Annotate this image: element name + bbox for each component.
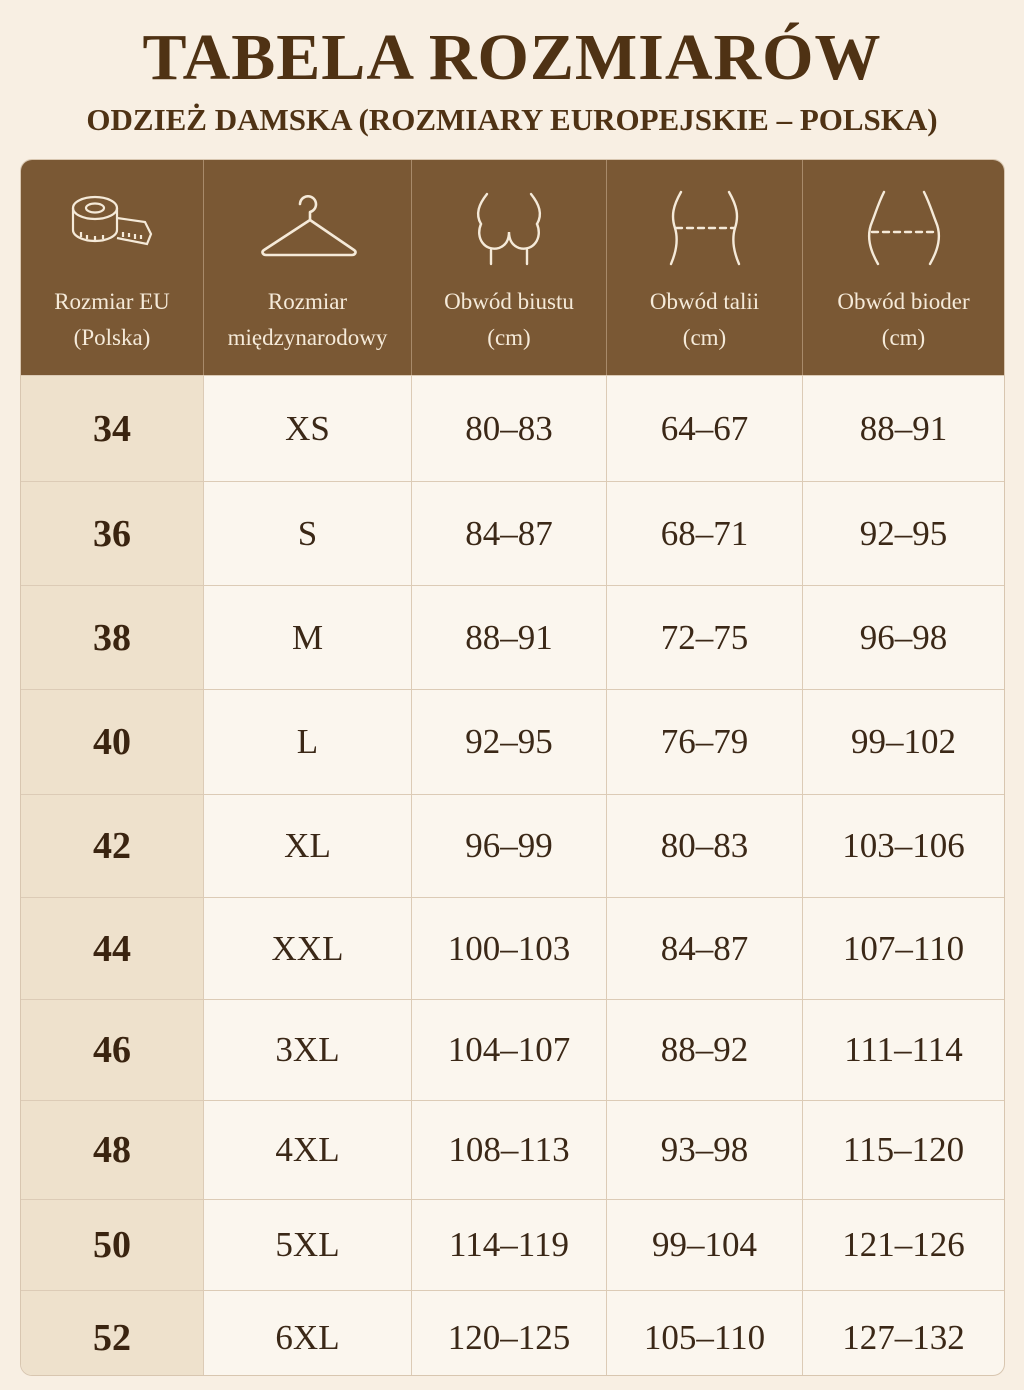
waist-cell: 105–110 <box>607 1291 803 1376</box>
table-row <box>21 794 1004 897</box>
intl-size-cell: XL <box>204 795 412 897</box>
table-row <box>21 999 1004 1100</box>
header-bust <box>412 160 607 375</box>
hips-cell: 121–126 <box>842 1225 965 1264</box>
table-row <box>21 897 1004 999</box>
intl-size-cell: 6XL <box>204 1291 412 1376</box>
intl-size-cell: 5XL <box>204 1200 412 1290</box>
table-row <box>21 1290 1004 1376</box>
eu-size-cell: 38 <box>21 586 204 689</box>
waist-cell: 93–98 <box>607 1101 803 1199</box>
bust-cell: 114–119 <box>412 1200 607 1290</box>
bust-cell: 104–107 <box>412 1000 607 1100</box>
intl-size-cell: XXL <box>204 898 412 999</box>
intl-size-cell: S <box>204 482 412 585</box>
hips-cell: 103–106 <box>842 826 965 865</box>
eu-size-cell: 36 <box>21 482 204 585</box>
header-label: Rozmiar międzynarodowy <box>227 289 388 350</box>
hips-cell: 127–132 <box>842 1318 965 1357</box>
hips-cell: 115–120 <box>842 1130 965 1169</box>
header-label: Rozmiar EU (Polska) <box>54 289 170 350</box>
hips-cell: 88–91 <box>859 408 948 448</box>
table-row <box>21 689 1004 794</box>
intl-size-cell: 3XL <box>204 1000 412 1100</box>
bust-icon <box>412 188 606 268</box>
hips-cell: 111–114 <box>844 1030 963 1069</box>
waist-cell: 76–79 <box>607 690 803 794</box>
eu-size-cell: 42 <box>21 795 204 897</box>
hips-cell: 99–102 <box>851 722 956 761</box>
header-intl-size <box>204 160 412 375</box>
table-body <box>21 375 1004 1376</box>
bust-cell: 108–113 <box>412 1101 607 1199</box>
waist-icon <box>607 188 802 268</box>
intl-size-cell: M <box>204 586 412 689</box>
waist-cell: 88–92 <box>607 1000 803 1100</box>
hips-cell: 92–95 <box>859 513 948 553</box>
header-hips <box>803 160 1004 375</box>
bust-cell: 92–95 <box>412 690 607 794</box>
bust-cell: 84–87 <box>412 482 607 585</box>
size-table <box>20 159 1005 1376</box>
eu-size-cell: 40 <box>21 690 204 794</box>
page-title: TABELA ROZMIARÓW <box>142 21 882 94</box>
header-label: Obwód talii (cm) <box>649 289 760 350</box>
header-label: Obwód bioder (cm) <box>837 289 970 350</box>
bust-cell: 96–99 <box>412 795 607 897</box>
hips-cell: 107–110 <box>842 928 965 968</box>
table-row <box>21 1100 1004 1199</box>
waist-cell: 64–67 <box>607 376 803 481</box>
header-label: Obwód biustu (cm) <box>444 289 574 350</box>
intl-size-cell: 4XL <box>204 1101 412 1199</box>
hanger-icon <box>204 188 411 268</box>
bust-cell: 88–91 <box>412 586 607 689</box>
table-header <box>21 160 1004 375</box>
measuring-tape-icon <box>21 188 203 268</box>
bust-cell: 120–125 <box>412 1291 607 1376</box>
hips-icon <box>803 188 1004 268</box>
header-waist <box>607 160 803 375</box>
header-eu-size <box>21 160 204 375</box>
table-row <box>21 1199 1004 1290</box>
eu-size-cell: 50 <box>21 1200 204 1290</box>
waist-cell: 99–104 <box>607 1200 803 1290</box>
table-row <box>21 585 1004 689</box>
intl-size-cell: XS <box>204 376 412 481</box>
intl-size-cell: L <box>204 690 412 794</box>
eu-size-cell: 44 <box>21 898 204 999</box>
eu-size-cell: 34 <box>21 376 204 481</box>
eu-size-cell: 46 <box>21 1000 204 1100</box>
waist-cell: 84–87 <box>607 898 803 999</box>
waist-cell: 72–75 <box>607 586 803 689</box>
waist-cell: 80–83 <box>607 795 803 897</box>
eu-size-cell: 48 <box>21 1101 204 1199</box>
eu-size-cell: 52 <box>21 1291 204 1376</box>
table-row <box>21 481 1004 585</box>
page-subtitle: ODZIEŻ DAMSKA (ROZMIARY EUROPEJSKIE – POLSKA) <box>86 102 938 137</box>
waist-cell: 68–71 <box>607 482 803 585</box>
hips-cell: 96–98 <box>859 617 948 657</box>
bust-cell: 80–83 <box>412 376 607 481</box>
table-row <box>21 375 1004 481</box>
bust-cell: 100–103 <box>412 898 607 999</box>
